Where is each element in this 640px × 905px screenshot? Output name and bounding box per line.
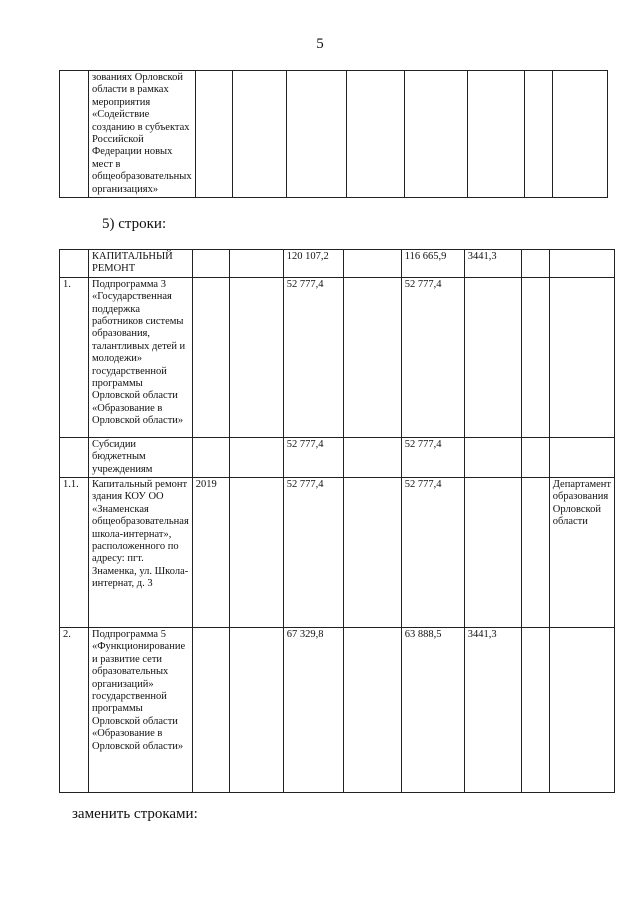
cell-col8 <box>521 277 549 437</box>
cell-col8 <box>521 250 549 278</box>
cell-col7 <box>464 478 521 628</box>
cell-col3 <box>229 277 283 437</box>
cell-num <box>60 250 89 278</box>
cell-col8 <box>521 478 549 628</box>
cell-year: 2019 <box>192 478 229 628</box>
page-number: 5 <box>316 36 324 52</box>
cell-col5 <box>343 250 401 278</box>
cell-executor <box>549 250 614 278</box>
cell-col6: 52 777,4 <box>401 277 464 437</box>
top-table-fragment <box>59 70 608 198</box>
cell-col6: 52 777,4 <box>401 437 464 477</box>
cell-executor <box>549 628 614 793</box>
closing-text: заменить строками: <box>72 806 198 822</box>
cell-year <box>192 277 229 437</box>
cell-col5 <box>343 478 401 628</box>
cell-name: КАПИТАЛЬНЫЙ РЕМОНТ <box>89 250 193 278</box>
cell-col4: 67 329,8 <box>283 628 343 793</box>
cell-col3 <box>229 250 283 278</box>
cell-executor <box>549 277 614 437</box>
cell-col7 <box>464 277 521 437</box>
cell-name: Подпрограмма 5 «Функционирование и развитие сети образовательных организаций» государственной программы Орловской области «Образование в Орловской области» <box>89 628 193 793</box>
cell-col6: 52 777,4 <box>401 478 464 628</box>
cell-col5 <box>343 628 401 793</box>
section-heading: 5) строки: <box>102 216 167 232</box>
cell-name: Капитальный ремонт здания КОУ ОО «Знаменская общеобразовательная школа-интернат», расположенного по адресу: пгт. Знаменка, ул. Школа-интернат, д. 3 <box>89 478 193 628</box>
cell-col4: 52 777,4 <box>283 437 343 477</box>
cell-col4: 52 777,4 <box>283 277 343 437</box>
table-row <box>60 71 608 198</box>
cell-col6: 63 888,5 <box>401 628 464 793</box>
table-row <box>60 478 615 628</box>
cell-name: зованиях Орловской области в рамках мероприятия «Содействие созданию в субъектах Российской Федерации новых мест в общеобразовательных организациях» <box>89 71 196 198</box>
cell-col8 <box>521 437 549 477</box>
table-row <box>60 277 615 437</box>
cell-col3 <box>229 628 283 793</box>
cell-col4: 120 107,2 <box>283 250 343 278</box>
cell-executor <box>549 437 614 477</box>
table-row <box>60 437 615 477</box>
cell-year <box>192 628 229 793</box>
cell-name: Субсидии бюджетным учреждениям <box>89 437 193 477</box>
cell-num <box>60 437 89 477</box>
cell-year <box>192 437 229 477</box>
cell-col7 <box>464 437 521 477</box>
cell-col3 <box>229 478 283 628</box>
cell-col8 <box>521 628 549 793</box>
cell-col5 <box>343 437 401 477</box>
main-table <box>59 249 615 793</box>
cell-executor: Департамент образования Орловской области <box>549 478 614 628</box>
cell-num: 1. <box>60 277 89 437</box>
table-row <box>60 250 615 278</box>
cell-col7: 3441,3 <box>464 628 521 793</box>
cell-col7: 3441,3 <box>464 250 521 278</box>
cell-year <box>192 250 229 278</box>
table-row <box>60 628 615 793</box>
cell-name: Подпрограмма 3 «Государственная поддержка работников системы образования, талантливых детей и молодежи» государственной программы Орловской области «Образование в Орловской области» <box>89 277 193 437</box>
cell-col4: 52 777,4 <box>283 478 343 628</box>
cell-col5 <box>343 277 401 437</box>
cell-col6: 116 665,9 <box>401 250 464 278</box>
cell-num: 1.1. <box>60 478 89 628</box>
cell-col3 <box>229 437 283 477</box>
cell-num: 2. <box>60 628 89 793</box>
